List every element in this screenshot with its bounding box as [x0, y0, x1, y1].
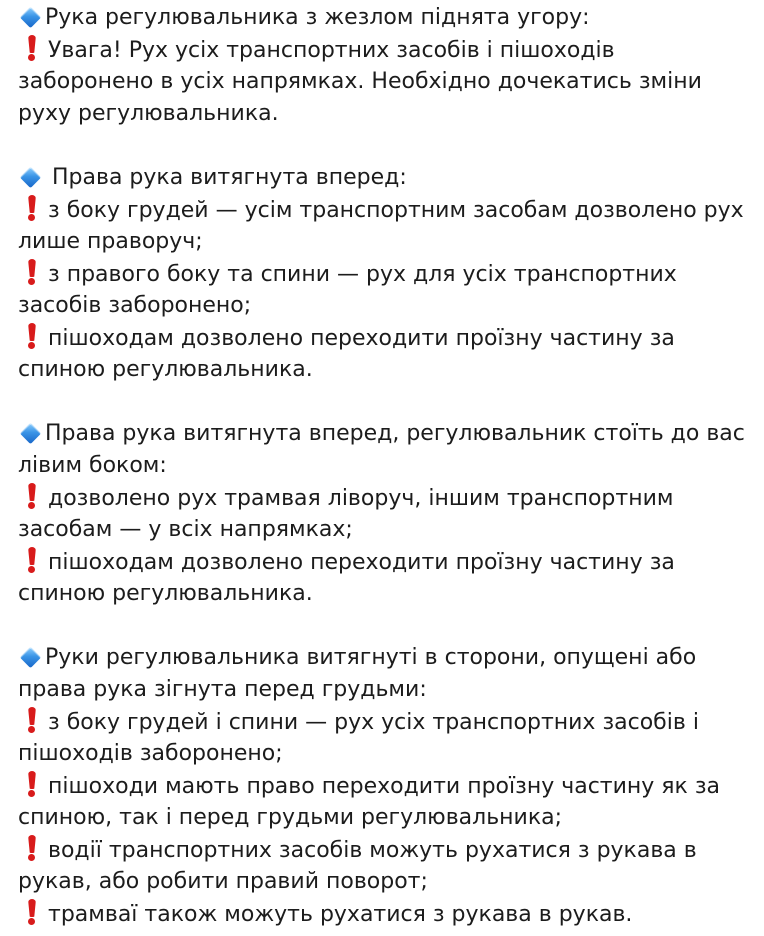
- section-1-item-1: Увага! Рух усіх транспортних засобів і пішоходів: [20, 35, 615, 65]
- section-2-item-1: з боку грудей — усім транспортним засобам дозволено рух: [20, 195, 744, 225]
- red-exclamation-icon: [26, 835, 38, 861]
- section-4-item-2: пішоходи мають право переходити проїзну частину як за: [20, 771, 720, 801]
- blue-diamond-icon: [20, 423, 41, 444]
- red-exclamation-icon: [26, 899, 38, 925]
- section-2-item-1-line-2: лише праворуч;: [18, 229, 203, 254]
- blue-diamond-icon: [20, 7, 41, 28]
- blue-diamond-icon: [20, 647, 41, 668]
- section-1-item-1-line-2: заборонено в усіх напрямках. Необхідно дочекатись зміни: [18, 69, 702, 94]
- red-exclamation-icon: [26, 483, 38, 509]
- section-3-item-2-line-2: спиною регулювальника.: [18, 581, 313, 606]
- section-1-item-1-line-3: руху регулювальника.: [18, 101, 279, 126]
- red-exclamation-icon: [26, 259, 38, 285]
- section-3-header-line-2: лівим боком:: [18, 453, 167, 478]
- section-2-header: Права рука витягнута вперед:: [18, 163, 407, 193]
- section-4-header: Руки регулювальника витягнуті в сторони, опущені або: [18, 643, 696, 673]
- section-3-item-2: пішоходам дозволено переходити проїзну частину за: [20, 547, 675, 577]
- section-3-item-1: дозволено рух трамвая ліворуч, іншим транспортним: [20, 483, 674, 513]
- section-4-item-3: водії транспортних засобів можуть рухатися з рукава в: [20, 835, 697, 865]
- red-exclamation-icon: [26, 771, 38, 797]
- red-exclamation-icon: [26, 35, 38, 61]
- section-2-item-2-line-2: засобів заборонено;: [18, 293, 252, 318]
- section-3-header: Права рука витягнута вперед, регулювальник стоїть до вас: [18, 419, 745, 449]
- blue-diamond-icon: [20, 167, 41, 188]
- section-4-item-2-line-2: спиною, так і перед грудьми регулювальника;: [18, 805, 563, 830]
- red-exclamation-icon: [26, 547, 38, 573]
- red-exclamation-icon: [26, 323, 38, 349]
- section-4-item-1: з боку грудей і спини — рух усіх транспортних засобів і: [20, 707, 699, 737]
- section-3-item-1-line-2: засобам — у всіх напрямках;: [18, 517, 353, 542]
- section-1-header: Рука регулювальника з жезлом піднята угору:: [18, 3, 590, 33]
- section-2-item-3: пішоходам дозволено переходити проїзну частину за: [20, 323, 675, 353]
- section-4-item-1-line-2: пішоходів заборонено;: [18, 741, 283, 766]
- section-2-item-3-line-2: спиною регулювальника.: [18, 357, 313, 382]
- red-exclamation-icon: [26, 195, 38, 221]
- red-exclamation-icon: [26, 707, 38, 733]
- section-4-item-3-line-2: рукав, або робити правий поворот;: [18, 869, 428, 894]
- section-4-header-line-2: права рука зігнута перед грудьми:: [18, 677, 427, 702]
- section-2-item-2: з правого боку та спини — рух для усіх транспортних: [20, 259, 677, 289]
- section-4-item-4: трамваї також можуть рухатися з рукава в рукав.: [20, 899, 632, 929]
